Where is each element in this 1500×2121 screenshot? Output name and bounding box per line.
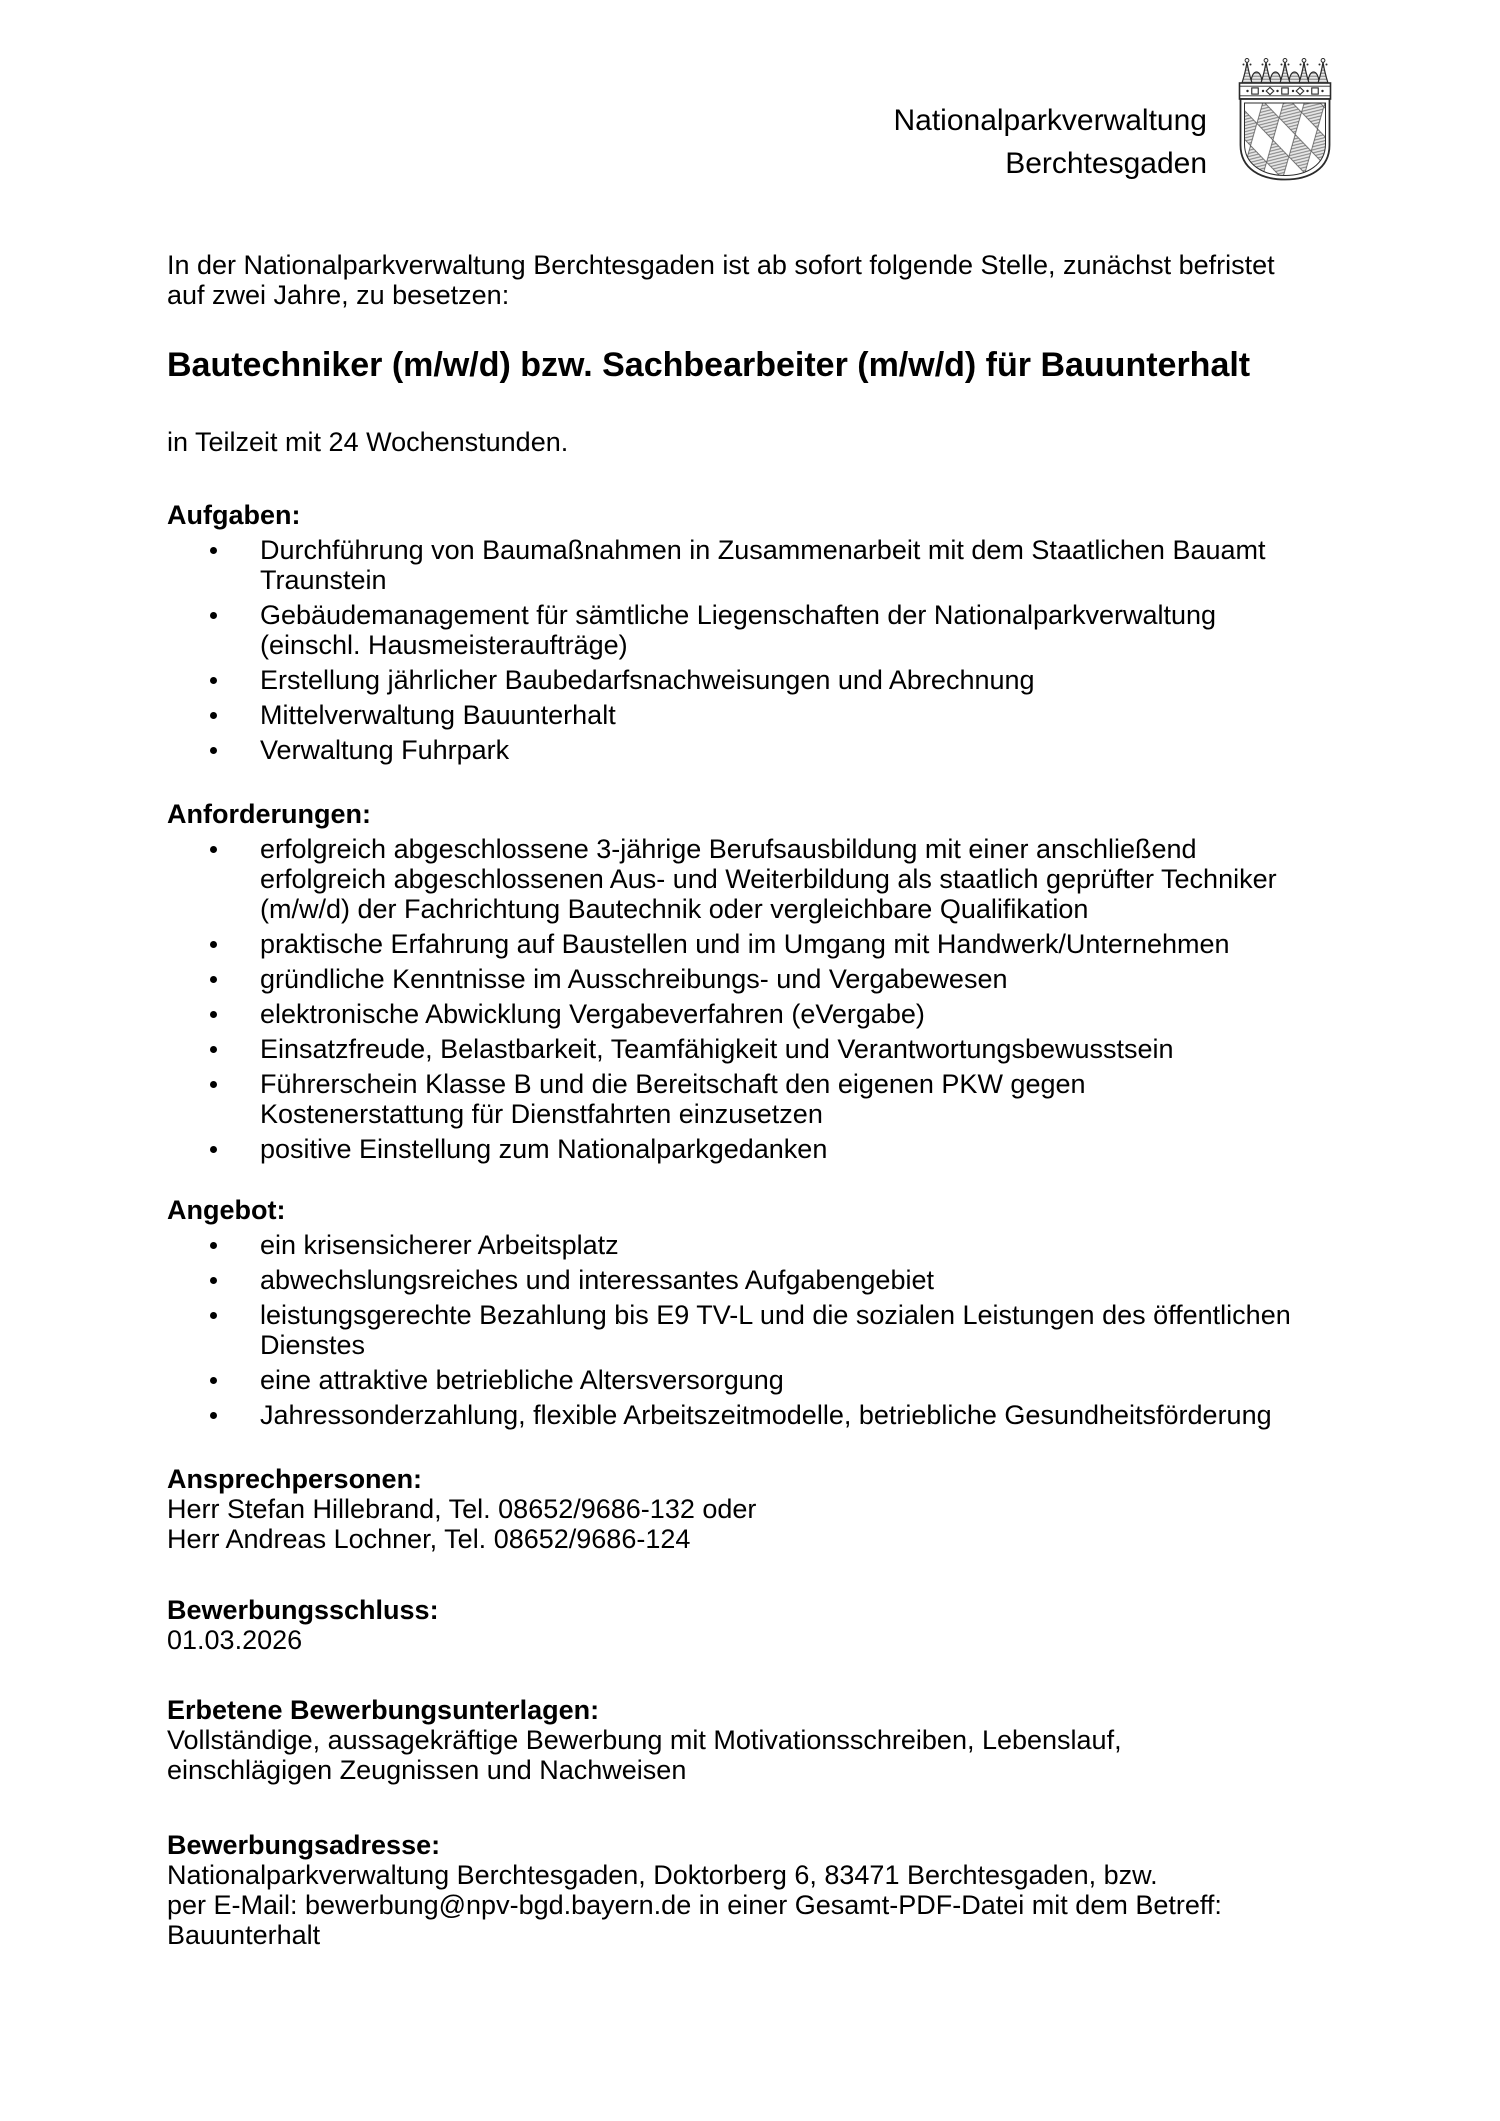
anforderungen-list bbox=[167, 834, 1380, 1164]
list-item bbox=[167, 964, 1380, 994]
section-heading-bewerbungsadresse: Bewerbungsadresse: bbox=[167, 1830, 441, 1860]
list-item bbox=[167, 1400, 1380, 1430]
list-item bbox=[167, 999, 1380, 1029]
list-item bbox=[167, 1034, 1380, 1064]
contact-person-line: Herr Andreas Lochner, Tel. 08652/9686-124 bbox=[167, 1524, 691, 1554]
list-item-line: Jahressonderzahlung, flexible Arbeitszeitmodelle, betriebliche Gesundheitsförderung bbox=[260, 1400, 1272, 1430]
list-item-line: (einschl. Hausmeisteraufträge) bbox=[260, 630, 628, 660]
list-item bbox=[167, 1134, 1380, 1164]
list-item-line: gründliche Kenntnisse im Ausschreibungs- und Vergabewesen bbox=[260, 964, 1008, 994]
list-item bbox=[167, 1230, 1380, 1260]
section-heading-bewerbungsschluss: Bewerbungsschluss: bbox=[167, 1595, 439, 1625]
deadline-date: 01.03.2026 bbox=[167, 1625, 303, 1655]
list-item bbox=[167, 535, 1380, 595]
list-item bbox=[167, 600, 1380, 660]
contact-person-line: Herr Stefan Hillebrand, Tel. 08652/9686-132 oder bbox=[167, 1494, 757, 1524]
list-item-line: ein krisensicherer Arbeitsplatz bbox=[260, 1230, 619, 1260]
list-item-line: Führerschein Klasse B und die Bereitschaft den eigenen PKW gegen bbox=[260, 1069, 1086, 1099]
section-heading-angebot: Angebot: bbox=[167, 1195, 286, 1225]
list-item-line: leistungsgerechte Bezahlung bis E9 TV-L und die sozialen Leistungen des öffentlichen bbox=[260, 1300, 1291, 1330]
intro-paragraph bbox=[167, 250, 1380, 310]
list-item bbox=[167, 665, 1380, 695]
section-aufgaben bbox=[167, 500, 1380, 765]
job-title: Bautechniker (m/w/d) bzw. Sachbearbeiter (m/w/d) für Bauunterhalt bbox=[167, 346, 1251, 384]
list-item-line: abwechslungsreiches und interessantes Aufgabengebiet bbox=[260, 1265, 934, 1295]
list-item-line: erfolgreich abgeschlossene 3-jährige Berufsausbildung mit einer anschließend bbox=[260, 834, 1197, 864]
list-item-line: Gebäudemanagement für sämtliche Liegenschaften der Nationalparkverwaltung bbox=[260, 600, 1217, 630]
org-name bbox=[893, 99, 1207, 185]
list-item bbox=[167, 1069, 1380, 1129]
org-name-line1: Nationalparkverwaltung bbox=[893, 104, 1207, 137]
list-item-line: Verwaltung Fuhrpark bbox=[260, 735, 510, 765]
section-bewerbungsadresse bbox=[167, 1830, 1380, 1950]
list-item-line: (m/w/d) der Fachrichtung Bautechnik oder vergleichbare Qualifikation bbox=[260, 894, 1089, 924]
address-line: per E-Mail: bewerbung@npv-bgd.bayern.de in einer Gesamt-PDF-Datei mit dem Betreff: bbox=[167, 1890, 1222, 1920]
list-item-line: Einsatzfreude, Belastbarkeit, Teamfähigkeit und Verantwortungsbewusstsein bbox=[260, 1034, 1174, 1064]
list-item bbox=[167, 1265, 1380, 1295]
section-bewerbungsunterlagen bbox=[167, 1695, 1380, 1785]
list-item bbox=[167, 1365, 1380, 1395]
section-heading-anforderungen: Anforderungen: bbox=[167, 799, 371, 829]
address-line: Nationalparkverwaltung Berchtesgaden, Doktorberg 6, 83471 Berchtesgaden, bzw. bbox=[167, 1860, 1158, 1890]
list-item bbox=[167, 735, 1380, 765]
letterhead bbox=[167, 0, 1380, 185]
list-item bbox=[167, 834, 1380, 924]
documents-line: einschlägigen Zeugnissen und Nachweisen bbox=[167, 1755, 687, 1785]
list-item bbox=[167, 700, 1380, 730]
intro-line: auf zwei Jahre, zu besetzen: bbox=[167, 280, 510, 310]
worktime-note: in Teilzeit mit 24 Wochenstunden. bbox=[167, 427, 569, 457]
intro-line: In der Nationalparkverwaltung Berchtesgaden ist ab sofort folgende Stelle, zunächst befristet bbox=[167, 250, 1275, 280]
list-item-line: Durchführung von Baumaßnahmen in Zusammenarbeit mit dem Staatlichen Bauamt bbox=[260, 535, 1266, 565]
list-item-line: Kostenerstattung für Dienstfahrten einzusetzen bbox=[260, 1099, 823, 1129]
list-item bbox=[167, 1300, 1380, 1360]
list-item-line: positive Einstellung zum Nationalparkgedanken bbox=[260, 1134, 828, 1164]
list-item-line: Mittelverwaltung Bauunterhalt bbox=[260, 700, 616, 730]
address-line: Bauunterhalt bbox=[167, 1920, 321, 1950]
section-heading-aufgaben: Aufgaben: bbox=[167, 500, 301, 530]
list-item bbox=[167, 929, 1380, 959]
documents-line: Vollständige, aussagekräftige Bewerbung mit Motivationsschreiben, Lebenslauf, bbox=[167, 1725, 1122, 1755]
list-item-line: eine attraktive betriebliche Altersversorgung bbox=[260, 1365, 784, 1395]
aufgaben-list bbox=[167, 535, 1380, 765]
section-anforderungen bbox=[167, 799, 1380, 1164]
angebot-list bbox=[167, 1230, 1380, 1430]
section-heading-ansprechpersonen: Ansprechpersonen: bbox=[167, 1464, 423, 1494]
section-angebot bbox=[167, 1195, 1380, 1430]
section-heading-bewerbungsunterlagen: Erbetene Bewerbungsunterlagen: bbox=[167, 1695, 600, 1725]
list-item-line: praktische Erfahrung auf Baustellen und im Umgang mit Handwerk/Unternehmen bbox=[260, 929, 1230, 959]
bavaria-coat-of-arms-icon bbox=[1238, 57, 1332, 183]
list-item-line: Erstellung jährlicher Baubedarfsnachweisungen und Abrechnung bbox=[260, 665, 1035, 695]
list-item-line: Dienstes bbox=[260, 1330, 366, 1360]
list-item-line: elektronische Abwicklung Vergabeverfahren (eVergabe) bbox=[260, 999, 925, 1029]
org-name-line2: Berchtesgaden bbox=[1005, 147, 1207, 180]
section-bewerbungsschluss bbox=[167, 1595, 1380, 1655]
section-ansprechpersonen bbox=[167, 1464, 1380, 1554]
list-item-line: erfolgreich abgeschlossenen Aus- und Weiterbildung als staatlich geprüfter Techniker bbox=[260, 864, 1277, 894]
list-item-line: Traunstein bbox=[260, 565, 387, 595]
